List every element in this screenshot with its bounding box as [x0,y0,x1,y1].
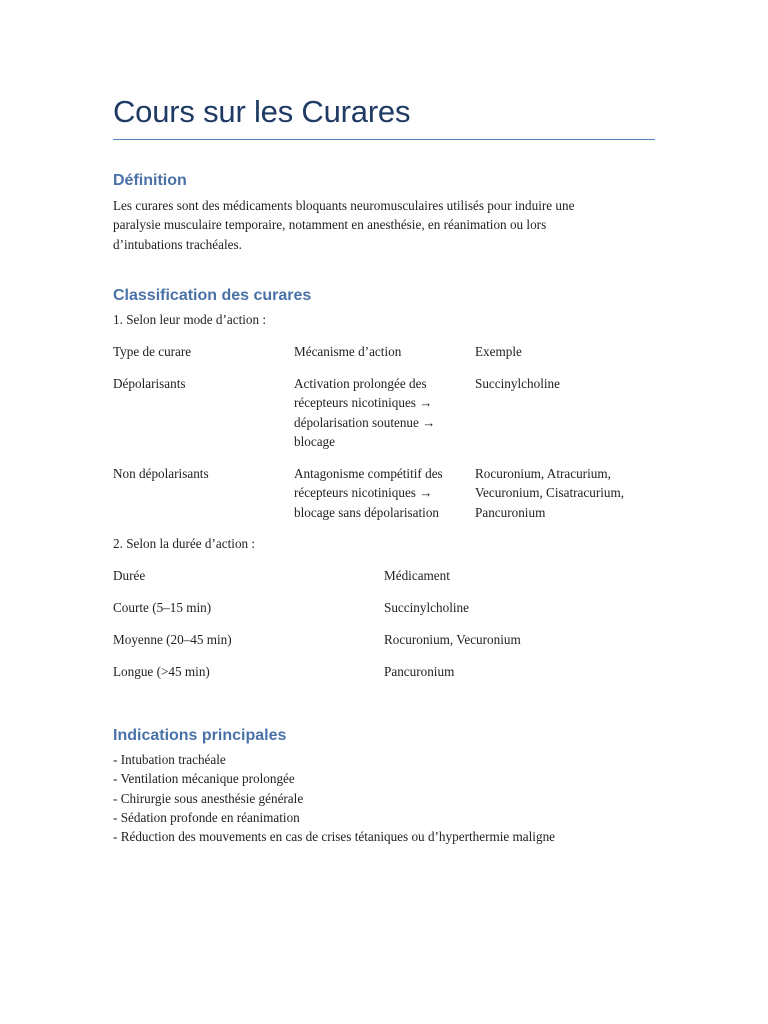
mode-row-type: Non dépolarisants [113,466,209,481]
mode-intro: 1. Selon leur mode d’action : [113,312,267,327]
definition-line: d’intubations trachéales. [113,236,242,252]
duration-row-duration: Longue (>45 min) [113,664,210,679]
duration-header-drug: Médicament [384,568,450,583]
example-line: Vecuronium, Cisatracurium, [475,485,625,501]
mode-row-example [475,464,624,522]
heading-classification: Classification des curares [113,287,312,304]
page-title: Cours sur les Curares [113,94,411,129]
list-item: - Ventilation mécanique prolongée [113,771,295,787]
mode-row-mechanism [294,464,469,522]
mode-row-type: Dépolarisants [113,376,186,391]
mechanism-line: blocage [294,433,336,449]
mechanism-line: Activation prolongée des [294,376,427,391]
mode-header-example: Exemple [475,344,522,359]
duration-row-duration: Courte (5–15 min) [113,600,212,615]
mechanism-line: blocage sans dépolarisation [294,504,440,520]
mechanism-line: Antagonisme compétitif des [294,466,443,481]
list-item: - Réduction des mouvements en cas de crises tétaniques ou d’hyperthermie maligne [113,829,556,845]
example-line: Rocuronium, Atracurium, [475,466,611,481]
definition-line: paralysie musculaire temporaire, notamment en anesthésie, en réanimation ou lors [113,217,547,233]
mode-row-mechanism [294,374,469,451]
duration-row-drug: Succinylcholine [384,600,469,615]
duration-row-drug: Rocuronium, Vecuronium [384,632,521,647]
example-line: Succinylcholine [475,376,560,391]
mechanism-line: récepteurs nicotiniques → [294,395,433,411]
definition-line: Les curares sont des médicaments bloquants neuromusculaires utilisés pour induire une [113,198,575,213]
heading-definition: Définition [113,172,187,189]
mechanism-line: récepteurs nicotiniques → [294,485,433,501]
list-item: - Chirurgie sous anesthésie générale [113,790,304,806]
duration-header-duration: Durée [113,568,146,583]
title-underline [113,139,655,140]
example-line: Pancuronium [475,504,546,520]
mechanism-line: dépolarisation soutenue → [294,414,436,430]
list-item: - Intubation trachéale [113,752,226,767]
indications-list [113,750,655,846]
heading-indications: Indications principales [113,727,287,744]
duration-intro: 2. Selon la durée d’action : [113,536,256,551]
duration-row-duration: Moyenne (20–45 min) [113,632,232,647]
mode-row-example [475,374,560,393]
mode-header-mechanism: Mécanisme d’action [294,344,402,359]
duration-row-drug: Pancuronium [384,664,455,679]
definition-paragraph [113,196,655,254]
mode-header-type: Type de curare [113,344,192,359]
list-item: - Sédation profonde en réanimation [113,809,300,825]
